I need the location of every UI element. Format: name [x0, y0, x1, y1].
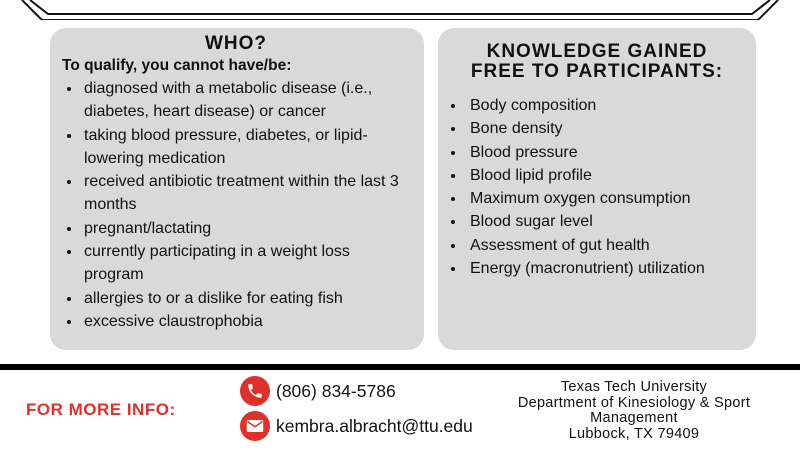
knowledge-item: • Body composition	[466, 94, 744, 117]
qualification-item: • taking blood pressure, diabetes, or lipid-lowering medication	[82, 124, 410, 171]
qualification-item: • excessive claustrophobia	[82, 310, 410, 333]
knowledge-item: • Maximum oxygen consumption	[466, 187, 744, 210]
knowledge-item: • Bone density	[466, 117, 744, 140]
knowledge-title-line2: FREE TO PARTICIPANTS:	[470, 61, 724, 82]
knowledge-item: • Energy (macronutrient) utilization	[466, 257, 744, 280]
email-icon	[240, 411, 270, 441]
qualification-subheading: To qualify, you cannot have/be:	[62, 57, 292, 74]
who-card	[50, 28, 424, 350]
qualification-item: • received antibiotic treatment within the last 3 months	[82, 170, 410, 217]
knowledge-title	[450, 42, 744, 82]
knowledge-item: • Assessment of gut health	[466, 234, 744, 257]
knowledge-item: • Blood lipid profile	[466, 164, 744, 187]
qualification-item: • currently participating in a weight loss program	[82, 240, 410, 287]
qualification-list	[62, 77, 410, 333]
knowledge-card	[438, 28, 756, 350]
phone-number[interactable]: (806) 834-5786	[276, 380, 396, 401]
qualification-item: • allergies to or a dislike for eating fish	[82, 287, 410, 310]
institution-line: Texas Tech University	[560, 379, 708, 395]
top-frame-decoration	[0, 0, 800, 20]
footer-divider	[0, 364, 800, 370]
who-title: WHO?	[204, 33, 268, 54]
institution-line: Department of Kinesiology & Sport	[517, 394, 751, 411]
knowledge-item: • Blood pressure	[466, 141, 744, 164]
qualification-item: • pregnant/lactating	[82, 217, 410, 240]
qualification-item: • diagnosed with a metabolic disease (i.e., diabetes, heart disease) or cancer	[82, 77, 410, 124]
email-contact[interactable]	[240, 411, 473, 441]
knowledge-title-line1: KNOWLEDGE GAINED	[486, 41, 708, 62]
knowledge-list	[450, 94, 744, 280]
phone-contact[interactable]	[240, 376, 396, 406]
institution-line: Management	[590, 410, 678, 426]
more-info-label: FOR MORE INFO:	[26, 400, 176, 419]
email-address[interactable]: kembra.albracht@ttu.edu	[276, 415, 473, 436]
knowledge-item: • Blood sugar level	[466, 210, 744, 233]
institution-line: Lubbock, TX 79409	[568, 425, 700, 442]
institution-address	[498, 380, 770, 442]
phone-icon	[240, 376, 270, 406]
